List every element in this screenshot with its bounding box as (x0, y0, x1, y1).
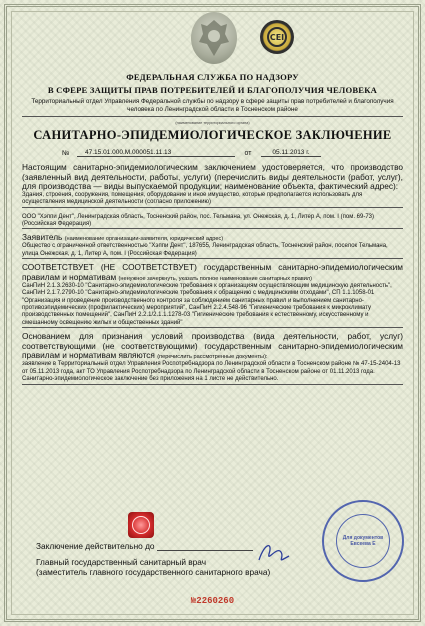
basis-text: Основанием для признания условий производства (вида деятельности, работ, услуг) соответствующими (не соответствующими) государственным санитарно-эпидемиологическим правилам и нормативам являются (22, 331, 403, 361)
compliance-caption: (ненужное зачеркнуть, указать полное наименование санитарных правил) (118, 275, 313, 282)
agency-title-line2: В СФЕРЕ ЗАЩИТЫ ПРАВ ПОТРЕБИТЕЛЕЙ И БЛАГОПОЛУЧИЯ ЧЕЛОВЕКА (47, 85, 378, 95)
validity-blank-line (157, 550, 253, 551)
basis-caption: (перечислить рассмотренные документы): (157, 354, 268, 361)
hologram-ring-icon (132, 516, 150, 534)
stamp-text (334, 535, 392, 547)
compliance-text: СООТВЕТСТВУЕТ (НЕ СООТВЕТСТВУЕТ) государственным санитарно-эпидемиологическим правилам и нормативам (22, 262, 403, 282)
signatory-block (36, 557, 270, 577)
document-title: САНИТАРНО-ЭПИДЕМИОЛОГИЧЕСКОЕ ЗАКЛЮЧЕНИЕ (33, 128, 392, 142)
document-number: 47.15.01.000.М.000051.11.13 (77, 149, 235, 157)
applicant-label: Заявитель (22, 232, 63, 243)
applicant-details: Общество с ограниченной ответственностью "Хэппи Дент", 187655, Ленинградская область, Тосненский район, поселок Тельмана, улица Онежская, д. 1, Литер А, пом. I (Российская Федерация) (22, 243, 403, 259)
document-date: 05.11.2013 г. (261, 149, 321, 157)
emblems-row (22, 12, 403, 70)
validity-row (36, 541, 253, 551)
official-stamp (322, 500, 404, 582)
hologram-seal-emblem (260, 20, 294, 54)
validity-label: Заключение действительно до (36, 541, 155, 551)
applicant-caption: (наименование организации-заявителя, юридический адрес) (64, 236, 224, 243)
basis-documents: заявление в Территориальный отдел Управления Роспотребнадзора по Ленинградской области в Тосненском районе № 47-15-2404-13 от 05.11.2013 года, акт ТО Управления Роспотребнадзора по Ленинградской области в Тосненском районе от 01.11.2013 года. Санитарно-эпидемиологическое заключение без приложения на 1 листе не действительно. (22, 361, 403, 384)
sanitary-rules-list: СанПиН 2.1.3.2630-10 "Санитарно-эпидемиологические требования к организациям осуществляющим медицинскую деятельность", СанПиН 2.1.7.2790-10 "Санитарно-эпидемиологические требования к обращению с медицинскими отходами", СП 1.1.1058-01 "Организация и проведение производственного контроля за соблюдением санитарных правил и выполнением санитарно-противоэпидемических (профилактических) мероприятий", СанПиН 2.2.4.548-96 "Гигиенические требования к микроклимату производственных помещений", СанПиН 2.2.1/2.1.1.1278-03 "Гигиенические требования к естественному, искусственному и смешанному освещению жилых и общественных зданий" (22, 283, 403, 328)
compliance-paragraph (22, 263, 403, 283)
svg-text:CEI: CEI (269, 33, 285, 42)
number-label: № (62, 150, 70, 157)
chief-doctor-title: Главный государственный санитарный врач (36, 557, 207, 567)
applicant-row (22, 232, 403, 243)
form-serial-number: №2260260 (190, 596, 235, 606)
coat-of-arms-emblem (191, 12, 237, 64)
department-caption: (наименование территориального органа) (175, 121, 250, 125)
deputy-doctor-title: (заместитель главного государственного санитарного врача) (36, 567, 271, 577)
number-row (22, 149, 403, 157)
basis-paragraph (22, 332, 403, 361)
stamp-purpose: Для документов (342, 535, 384, 541)
activity-description: Здания, строения, сооружения, помещения, оборудование и иное имущество, которые предполагается использовать для осуществления медицинской деятельности (согласно приложению) (22, 192, 403, 208)
date-label: от (244, 150, 252, 157)
hologram-sticker (128, 512, 154, 538)
object-address: ООО "Хэппи Дент", Ленинградская область, Тосненский район, пос. Тельмана, ул. Онежская, д. 1, Литер А, пом. I (пом. 69-73) (Российская Федерация) (22, 214, 403, 230)
agency-title-line1: ФЕДЕРАЛЬНАЯ СЛУЖБА ПО НАДЗОРУ (126, 72, 299, 82)
certification-paragraph: Настоящим санитарно-эпидемиологическим заключением удостоверяется, что производство (заявленный вид деятельности, работы, услуги) (перечислить виды деятельности (работ, услуг), для производства — виды выпускаемой продукции; наименование объекта, фактический адрес): (22, 162, 403, 192)
stamp-name: Евсеева Е (350, 541, 376, 547)
territorial-department: Территориальный отдел Управления Федеральной службы по надзору в сфере защиты прав потребителей и благополучия человека по Ленинградской области в Тосненском районе (22, 98, 403, 117)
document-content (22, 12, 403, 385)
